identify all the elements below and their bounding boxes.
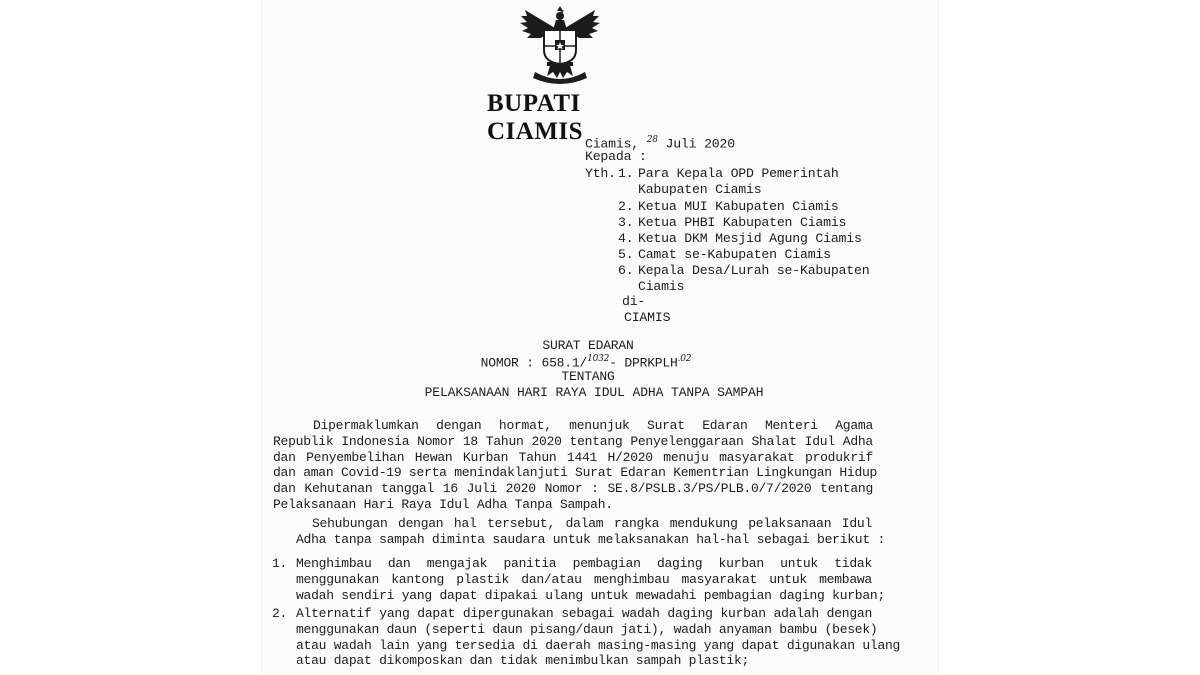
- recipient-3-num: 3.: [618, 215, 634, 230]
- list-item-line: Alternatif yang dapat dipergunakan sebagai wadah daging kurban adalah dengan: [296, 606, 872, 621]
- letter-page: [262, 0, 938, 675]
- recipient-4-line-1: Ketua DKM Mesjid Agung Ciamis: [638, 231, 862, 246]
- handwritten-day: 28: [646, 135, 658, 145]
- list-item-number: 1.: [272, 556, 288, 571]
- letter-subject: PELAKSANAAN HARI RAYA IDUL ADHA TANPA SAMPAH: [424, 385, 764, 400]
- handwritten-number: 1032: [587, 354, 610, 364]
- garuda-emblem-icon: [517, 6, 603, 86]
- list-item-line: Menghimbau dan mengajak panitia pembagian daging kurban untuk tidak: [296, 556, 872, 571]
- recipient-3-line-1: Ketua PHBI Kabupaten Ciamis: [638, 215, 847, 230]
- yth-label: Yth.: [585, 166, 616, 181]
- recipient-6-num: 6.: [618, 263, 634, 278]
- letter-type: SURAT EDARAN: [542, 338, 634, 353]
- letter-number: NOMOR : 658.1/$^{1032}$- $DPRKPLH^{.02}$: [480, 354, 692, 371]
- issuer-title: BUPATI CIAMIS: [487, 90, 584, 145]
- list-item-line: atau wadah lain yang tersedia di daerah masing-masing yang dapat digunakan ulang: [296, 637, 901, 653]
- list-item-line: wadah sendiri yang dapat dipakai ulang untuk mewadahi pembagian daging kurban;: [296, 587, 885, 603]
- paragraph-1-line: Dipermaklumkan dengan hormat, menunjuk Surat Edaran Menteri Agama: [313, 418, 873, 433]
- paragraph-1: [273, 418, 878, 513]
- recipient-2-line-1: Ketua MUI Kabupaten Ciamis: [638, 199, 839, 214]
- recipient-6-line-1: Kepala Desa/Lurah se-Kabupaten: [638, 263, 870, 278]
- recipient-1-line-1: Para Kepala OPD Pemerintah: [638, 166, 839, 181]
- recipient-1-line-2: Kabupaten Ciamis: [638, 182, 762, 197]
- recipient-6-line-2: Ciamis: [638, 279, 685, 294]
- paragraph-2: [296, 516, 885, 548]
- recipient-4-num: 4.: [618, 231, 634, 246]
- paragraph-1-line: dan Kehutanan tanggal 16 Juli 2020 Nomor : SE.8/PSLB.3/PS/PLB.0/7/2020 tentang: [273, 481, 873, 497]
- recipient-2-num: 2.: [618, 199, 634, 214]
- paragraph-1-line: Pelaksanaan Hari Raya Idul Adha Tanpa Sampah.: [273, 496, 613, 512]
- paragraph-1-line: Republik Indonesia Nomor 18 Tahun 2020 tentang Penyelenggaraan Shalat Idul Adha: [273, 433, 873, 449]
- destination: CIAMIS: [624, 310, 671, 325]
- tentang-label: TENTANG: [561, 369, 615, 384]
- place-date: Ciamis, $^{28}$ Juli 2020: [585, 135, 735, 152]
- kepada-label: Kepada :: [585, 149, 647, 164]
- handwritten-year: .02: [677, 354, 692, 364]
- recipient-5-line-1: Camat se-Kabupaten Ciamis: [638, 247, 831, 262]
- paragraph-1-line: dan Penyembelihan Hewan Kurban Tahun 1441 H/2020 menuju masyarakat produkrif: [273, 449, 873, 465]
- paragraph-2-line: Sehubungan dengan hal tersebut, dalam rangka mendukung pelaksanaan Idul: [312, 516, 872, 531]
- list-item-line: atau dapat dikomposkan dan tidak menimbulkan sampah plastik;: [296, 653, 750, 669]
- recipient-1-num: 1.: [618, 166, 634, 181]
- paragraph-2-line: Adha tanpa sampah diminta saudara untuk melaksanakan hal-hal sebagai berikut :: [296, 531, 885, 547]
- list-item-line: menggunakan kantong plastik dan/atau menghimbau masyarakat untuk membawa: [296, 571, 872, 587]
- recipient-5-num: 5.: [618, 247, 634, 262]
- list-item-line: menggunakan daun (seperti daun pisang/daun jati), wadah anyaman bambu (besek): [296, 621, 878, 637]
- di-label: di-: [622, 294, 646, 309]
- paragraph-1-line: dan aman Covid-19 serta menindaklanjuti Surat Edaran Kementrian Lingkungan Hidup: [273, 465, 878, 481]
- list-item-number: 2.: [272, 606, 288, 621]
